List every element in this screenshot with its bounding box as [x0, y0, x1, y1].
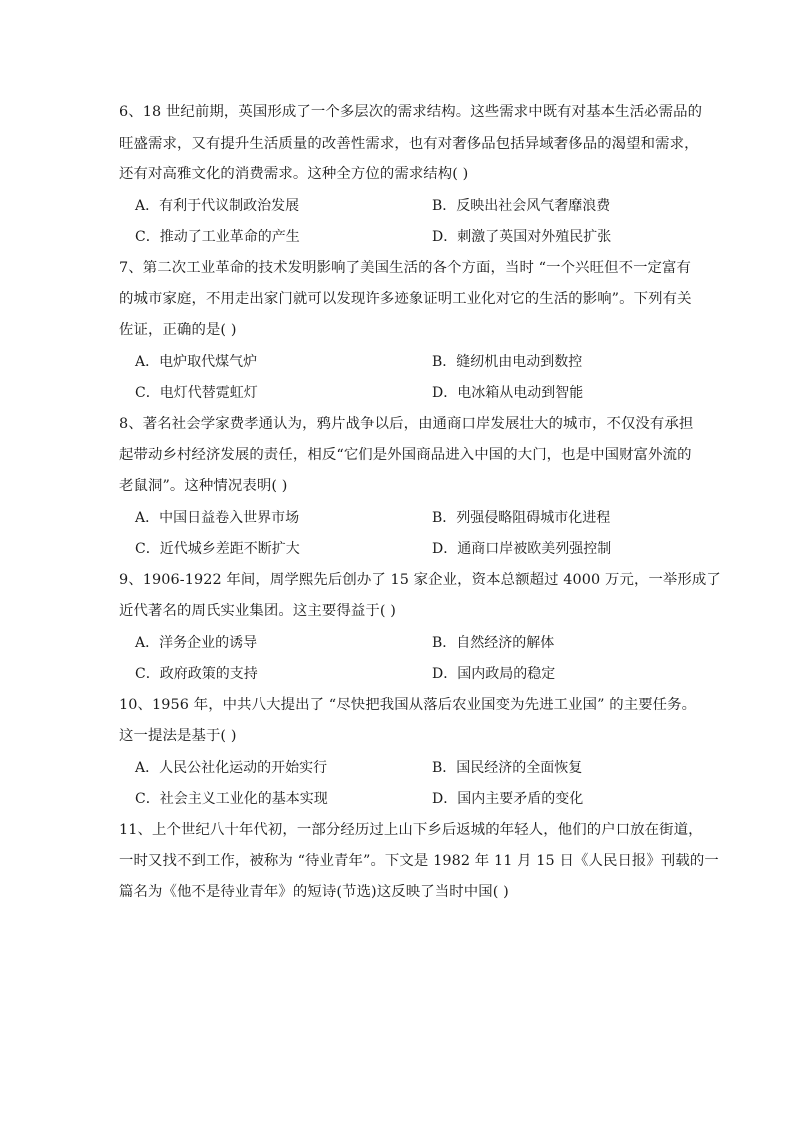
question-8-option-b: B．列强侵略阻碍城市化进程 — [432, 510, 611, 526]
question-10-option-a: A．人民公社化运动的开始实行 — [135, 760, 328, 776]
question-6-text-line-3: 还有对高雅文化的消费需求。这种全方位的需求结构( ) — [119, 166, 469, 182]
question-9-text-line-2: 近代著名的周氏实业集团。这主要得益于( ) — [119, 603, 396, 619]
question-6-text-line-2: 旺盛需求，又有提升生活质量的改善性需求，也有对奢侈品包括异域奢侈品的渴望和需求， — [119, 136, 699, 152]
question-7-option-a: A．电炉取代煤气炉 — [135, 354, 258, 370]
question-7-option-c: C．电灯代替霓虹灯 — [135, 385, 258, 401]
question-10-option-d: D．国内主要矛盾的变化 — [432, 791, 584, 807]
question-7-text-line-1: 7、第二次工业革命的技术发明影响了美国生活的各个方面，当时 “一个兴旺但不一定富有 — [119, 260, 692, 276]
question-11-text-line-2: 一时又找不到工作，被称为 “待业青年”。下文是 1982 年 11 月 15 日《人民日报》刊载的一 — [119, 853, 719, 869]
question-6-option-c: C．推动了工业革命的产生 — [135, 229, 300, 245]
question-10-option-b: B．国民经济的全面恢复 — [432, 760, 583, 776]
question-6-text-line-1: 6、18 世纪前期，英国形成了一个多层次的需求结构。这些需求中既有对基本生活必需品的 — [119, 104, 703, 120]
question-9-option-b: B．自然经济的解体 — [432, 635, 555, 651]
question-6-option-d: D．刺激了英国对外殖民扩张 — [432, 229, 612, 245]
question-8-option-c: C．近代城乡差距不断扩大 — [135, 541, 300, 557]
question-8-option-d: D．通商口岸被欧美列强控制 — [432, 541, 612, 557]
question-9-option-c: C．政府政策的支持 — [135, 666, 258, 682]
question-11-text-line-1: 11、上个世纪八十年代初，一部分经历过上山下乡后返城的年轻人，他们的户口放在街道， — [119, 822, 703, 838]
question-8-text-line-2: 起带动乡村经济发展的责任，相反“它们是外国商品进入中国的大门，也是中国财富外流的 — [119, 447, 692, 463]
question-10-text-line-1: 10、1956 年，中共八大提出了 “尽快把我国从落后农业国变为先进工业国” 的主要任务。 — [119, 697, 697, 713]
question-7-text-line-3: 佐证，正确的是( ) — [119, 322, 237, 338]
question-11-text-line-3: 篇名为《他不是待业青年》的短诗(节选)这反映了当时中国( ) — [119, 884, 509, 900]
question-9-text-line-1: 9、1906-1922 年间，周学熙先后创办了 15 家企业，资本总额超过 4000 万元，一举形成了 — [119, 572, 721, 588]
question-10-text-line-2: 这一提法是基于( ) — [119, 728, 237, 744]
question-8-text-line-3: 老鼠洞”。这种情况表明( ) — [119, 478, 288, 494]
question-6-option-b: B．反映出社会风气奢靡浪费 — [432, 198, 611, 214]
question-9-option-a: A．洋务企业的诱导 — [135, 635, 258, 651]
question-10-option-c: C．社会主义工业化的基本实现 — [135, 791, 328, 807]
question-9-option-d: D．国内政局的稳定 — [432, 666, 556, 682]
question-6-option-a: A．有利于代议制政治发展 — [135, 198, 300, 214]
question-7-option-b: B．缝纫机由电动到数控 — [432, 354, 583, 370]
question-8-option-a: A．中国日益卷入世界市场 — [135, 510, 300, 526]
question-8-text-line-1: 8、著名社会学家费孝通认为，鸦片战争以后，由通商口岸发展壮大的城市，不仅没有承担 — [119, 416, 694, 432]
question-7-text-line-2: 的城市家庭，不用走出家门就可以发现许多迹象证明工业化对它的生活的影响”。下列有关 — [119, 291, 692, 307]
question-7-option-d: D．电冰箱从电动到智能 — [432, 385, 584, 401]
